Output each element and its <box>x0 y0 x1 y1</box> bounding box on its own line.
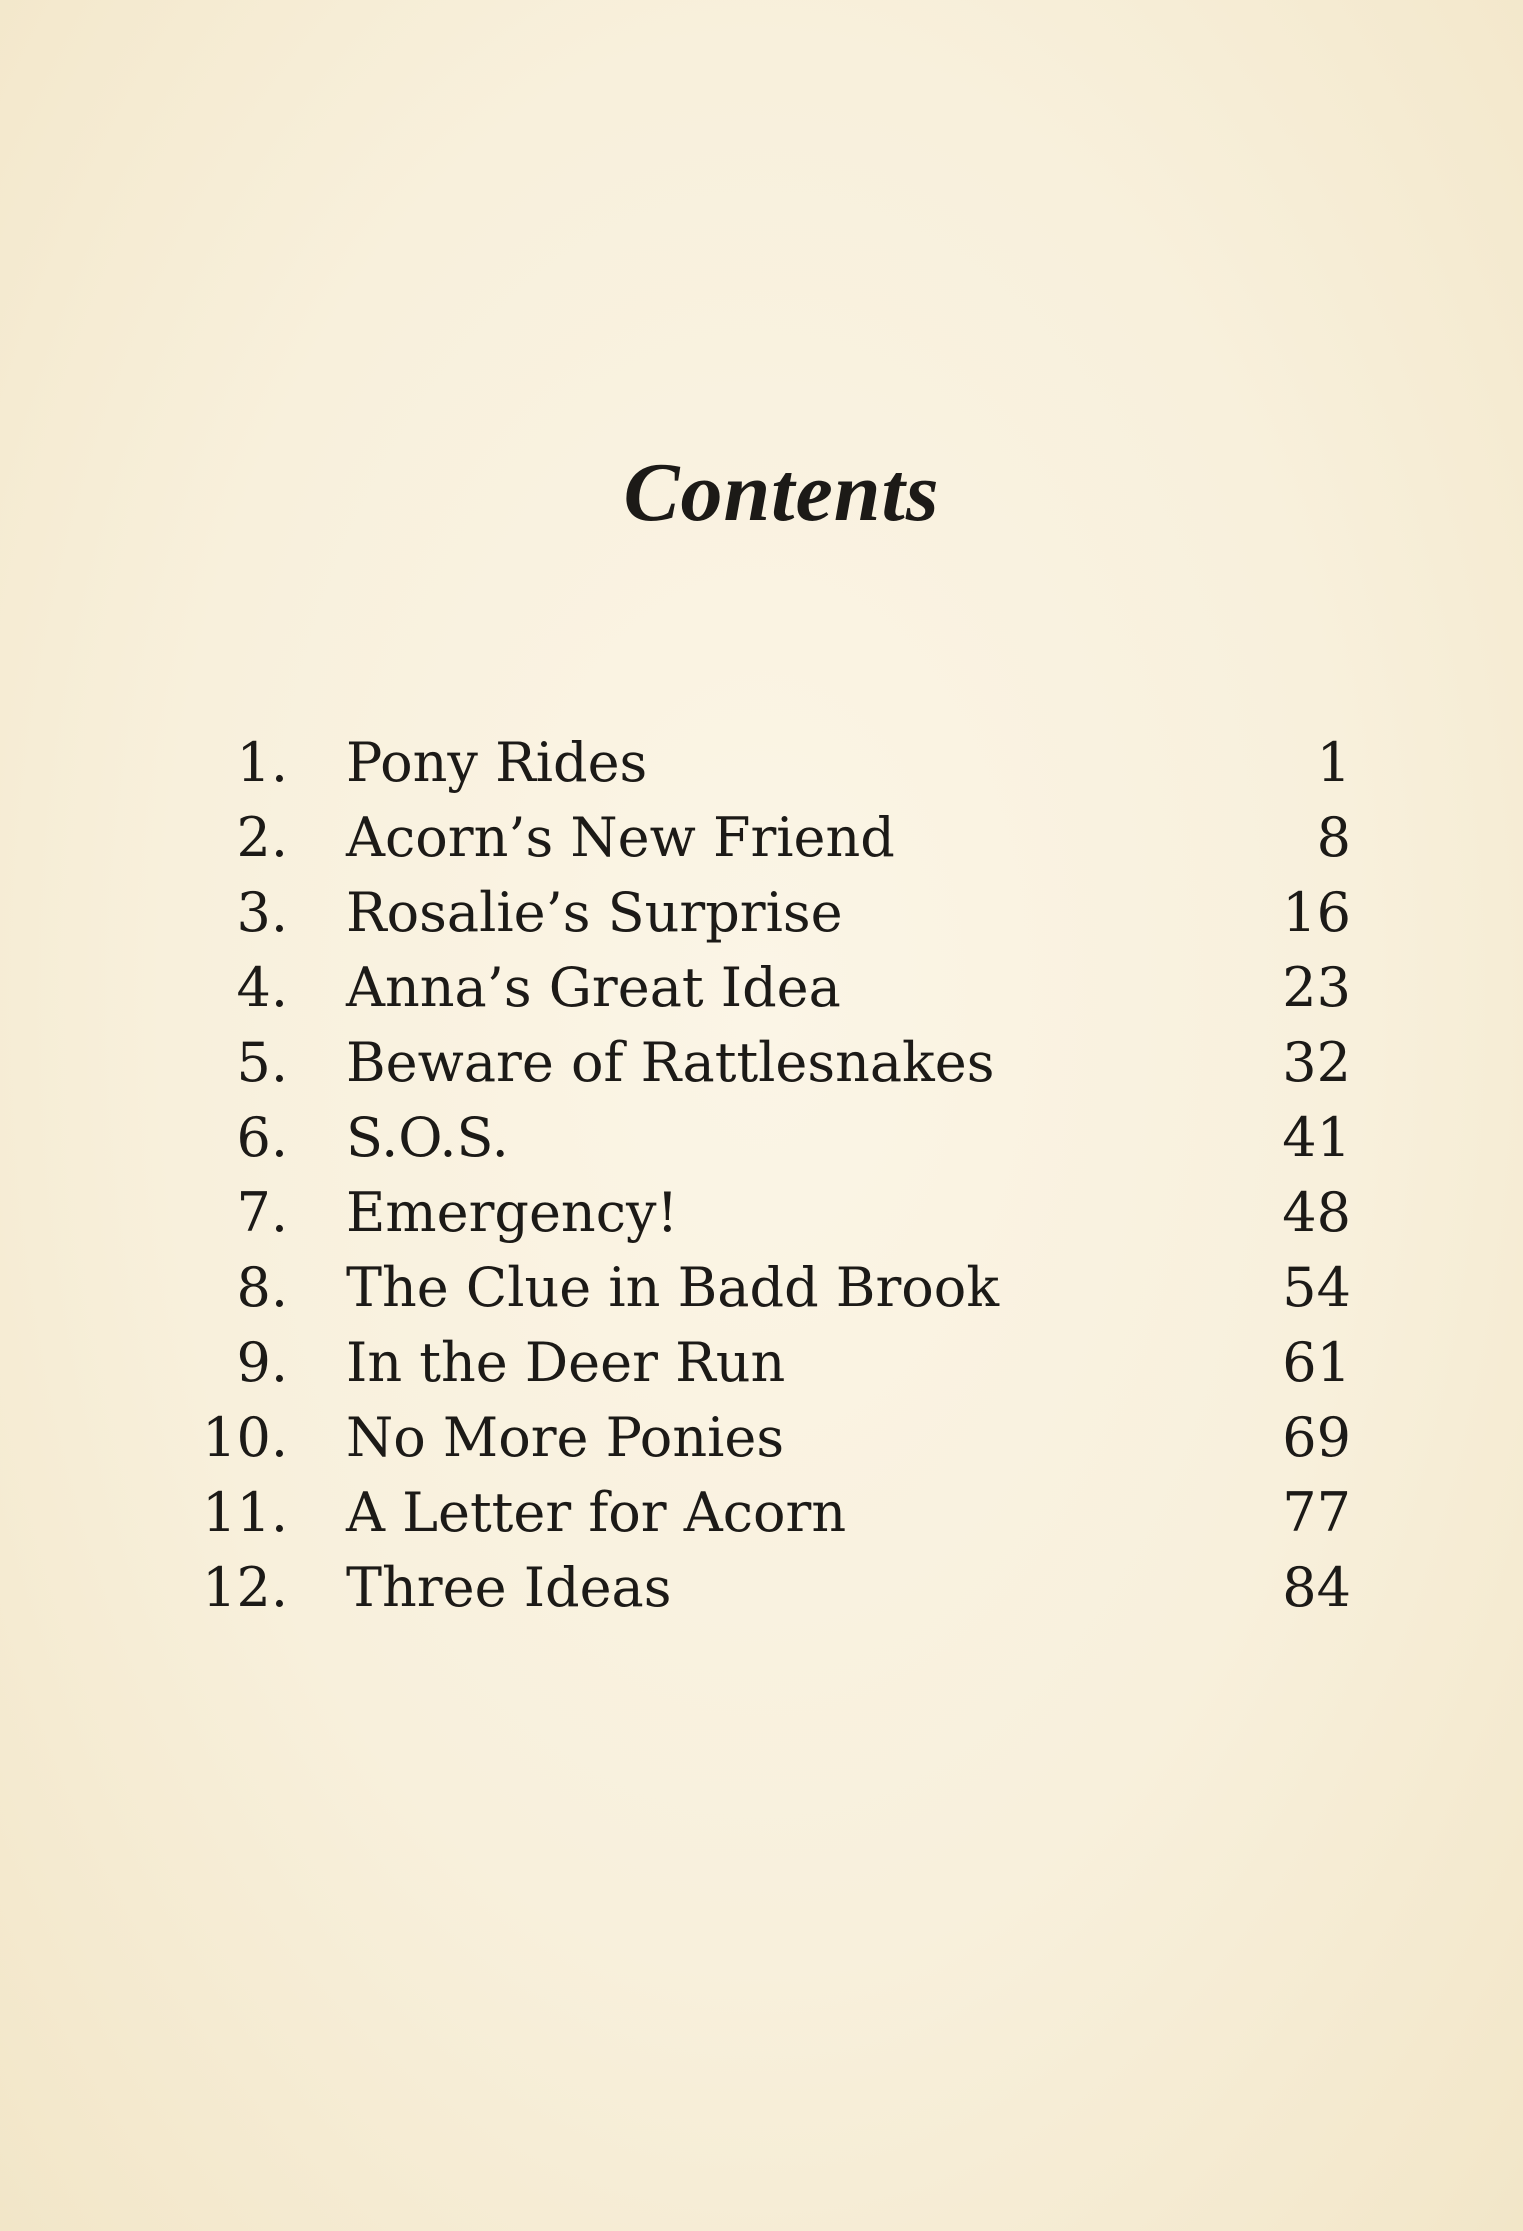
toc-row <box>0 1250 1523 1325</box>
toc-row <box>0 725 1523 800</box>
toc-row <box>0 1325 1523 1400</box>
chapter-title: No More Ponies <box>346 1406 785 1469</box>
chapter-page: 41 <box>1282 1106 1351 1169</box>
chapter-page: 84 <box>1282 1556 1351 1619</box>
chapter-page: 61 <box>1282 1331 1351 1394</box>
chapter-number: 7. <box>236 1181 288 1244</box>
table-of-contents <box>0 725 1523 1625</box>
chapter-number: 8. <box>236 1256 288 1319</box>
chapter-title: Anna’s Great Idea <box>346 956 841 1019</box>
toc-row <box>0 1550 1523 1625</box>
toc-row <box>0 1100 1523 1175</box>
chapter-number: 2. <box>236 806 288 869</box>
chapter-page: 54 <box>1282 1256 1351 1319</box>
toc-row <box>0 1175 1523 1250</box>
toc-row <box>0 1475 1523 1550</box>
toc-row <box>0 800 1523 875</box>
chapter-title: Acorn’s New Friend <box>346 806 895 869</box>
chapter-title: The Clue in Badd Brook <box>346 1256 1000 1319</box>
chapter-title: S.O.S. <box>346 1106 509 1169</box>
chapter-title: Emergency! <box>346 1181 679 1244</box>
chapter-number: 6. <box>236 1106 288 1169</box>
chapter-number: 1. <box>236 731 288 794</box>
chapter-title: Pony Rides <box>346 731 648 794</box>
chapter-number: 12. <box>202 1556 288 1619</box>
chapter-page: 77 <box>1282 1481 1351 1544</box>
chapter-page: 48 <box>1282 1181 1351 1244</box>
chapter-number: 4. <box>236 956 288 1019</box>
chapter-page: 32 <box>1282 1031 1351 1094</box>
chapter-title: Three Ideas <box>346 1556 672 1619</box>
chapter-page: 1 <box>1316 731 1351 794</box>
toc-row <box>0 1400 1523 1475</box>
chapter-number: 3. <box>236 881 288 944</box>
chapter-title: Rosalie’s Surprise <box>346 881 843 944</box>
chapter-title: A Letter for Acorn <box>346 1481 847 1544</box>
chapter-title: In the Deer Run <box>346 1331 786 1394</box>
toc-row <box>0 950 1523 1025</box>
page-title: Contents <box>623 446 940 540</box>
toc-row <box>0 875 1523 950</box>
chapter-number: 9. <box>236 1331 288 1394</box>
chapter-number: 5. <box>236 1031 288 1094</box>
toc-row <box>0 1025 1523 1100</box>
chapter-page: 23 <box>1282 956 1351 1019</box>
chapter-page: 16 <box>1282 881 1351 944</box>
chapter-title: Beware of Rattlesnakes <box>346 1031 995 1094</box>
chapter-page: 8 <box>1316 806 1351 869</box>
chapter-page: 69 <box>1282 1406 1351 1469</box>
chapter-number: 10. <box>202 1406 288 1469</box>
chapter-number: 11. <box>202 1481 288 1544</box>
